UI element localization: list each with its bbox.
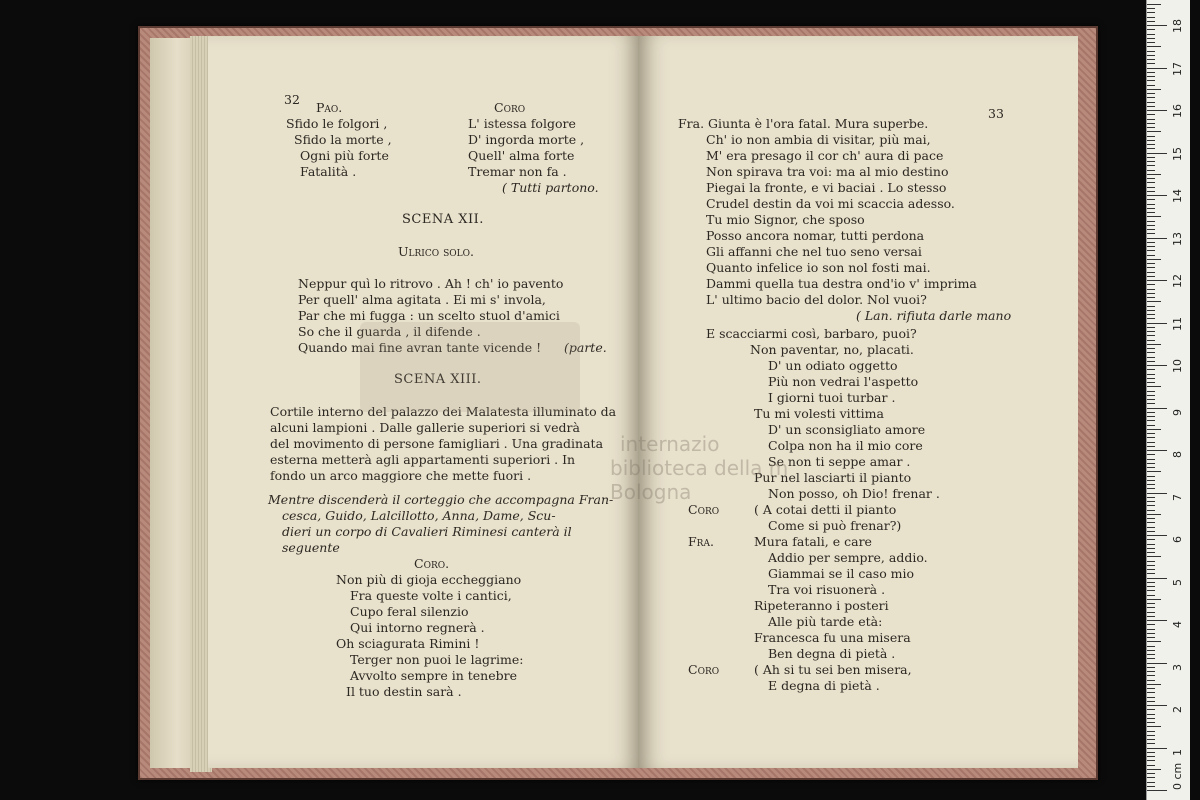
text-line: Gli affanni che nel tuo seno versai xyxy=(706,244,922,259)
text-line: Quando mai fine avran tante vicende ! xyxy=(298,340,542,355)
ruler-tick xyxy=(1147,760,1155,761)
ruler-tick xyxy=(1147,731,1155,732)
text-line: Colpa non ha il mio core xyxy=(768,438,923,453)
ruler-number: 7 xyxy=(1171,493,1184,501)
text-line: Mentre discenderà il corteggio che accompagna Fran- xyxy=(268,492,614,507)
ruler-tick xyxy=(1147,692,1155,693)
text-line: Come si può frenar?) xyxy=(768,518,902,533)
ruler-tick xyxy=(1147,420,1155,421)
ruler-tick xyxy=(1147,242,1155,243)
ruler-tick xyxy=(1147,654,1155,655)
ruler-tick xyxy=(1147,51,1155,52)
ruler-tick xyxy=(1147,403,1155,404)
text-line: Fatalità . xyxy=(300,164,357,179)
text-line: Non spirava tra voi: ma al mio destino xyxy=(706,164,949,179)
text-line: Pao. xyxy=(316,100,343,115)
text-line: Oh sciagurata Rimini ! xyxy=(336,636,480,651)
ruler-tick xyxy=(1147,658,1155,659)
ruler-tick xyxy=(1147,208,1155,209)
text-line: Ripeteranno i posteri xyxy=(754,598,889,613)
text-line: Terger non puoi le lagrime: xyxy=(350,652,524,667)
ruler-tick xyxy=(1147,629,1155,630)
ruler-tick xyxy=(1147,374,1155,375)
text-line: Giammai se il caso mio xyxy=(768,566,915,581)
text-line: Sfido la morte , xyxy=(294,132,392,147)
text-line: (parte. xyxy=(564,340,607,355)
ruler-number: 18 xyxy=(1171,19,1184,33)
ruler-tick xyxy=(1147,42,1155,43)
ruler-tick xyxy=(1147,446,1155,447)
ruler-tick xyxy=(1147,199,1155,200)
ruler-tick xyxy=(1147,395,1155,396)
ruler-tick xyxy=(1147,718,1155,719)
ruler-tick xyxy=(1147,565,1155,566)
ruler-tick xyxy=(1147,633,1155,634)
watermark-text-2: biblioteca della m xyxy=(610,456,789,480)
ruler-tick xyxy=(1147,263,1155,264)
ruler-tick xyxy=(1147,4,1161,5)
ruler-tick xyxy=(1147,416,1155,417)
ruler-tick xyxy=(1147,709,1155,710)
ruler-tick xyxy=(1147,641,1161,642)
ruler-tick xyxy=(1147,425,1155,426)
ruler-tick xyxy=(1147,569,1155,570)
ruler-tick xyxy=(1147,697,1155,698)
text-line: Crudel destin da voi mi scaccia adesso. xyxy=(706,196,955,211)
ruler-tick xyxy=(1147,127,1155,128)
ruler-tick xyxy=(1147,323,1167,324)
ruler-tick xyxy=(1147,131,1161,132)
text-line: Mura fatali, e care xyxy=(754,534,872,549)
ruler-tick xyxy=(1147,391,1155,392)
ruler-tick xyxy=(1147,476,1155,477)
ruler-tick xyxy=(1147,293,1155,294)
ruler-number: 5 xyxy=(1171,578,1184,586)
ruler-tick xyxy=(1147,595,1155,596)
ruler-tick xyxy=(1147,433,1155,434)
ruler-tick xyxy=(1147,280,1167,281)
ruler-tick xyxy=(1147,148,1155,149)
text-line: Coro xyxy=(688,662,720,677)
ruler-tick xyxy=(1147,344,1161,345)
ruler-tick xyxy=(1147,561,1155,562)
ruler-tick xyxy=(1147,582,1155,583)
ruler-tick xyxy=(1147,59,1155,60)
text-line: Posso ancora nomar, tutti perdona xyxy=(706,228,925,243)
ruler-tick xyxy=(1147,212,1155,213)
ruler-number: 13 xyxy=(1171,231,1184,246)
text-line: D' un sconsigliato amore xyxy=(768,422,926,437)
ruler-tick xyxy=(1147,624,1155,625)
ruler-number: 17 xyxy=(1171,61,1184,76)
ruler-tick xyxy=(1147,246,1155,247)
ruler-tick xyxy=(1147,701,1155,702)
ruler-tick xyxy=(1147,21,1155,22)
ruler-tick xyxy=(1147,93,1155,94)
ruler-tick xyxy=(1147,170,1155,171)
ruler-number: 15 xyxy=(1171,146,1184,161)
ruler-tick xyxy=(1147,85,1155,86)
ruler-tick xyxy=(1147,790,1167,791)
ruler-tick xyxy=(1147,612,1155,613)
text-line: Dammi quella tua destra ond'io v' imprima xyxy=(706,276,977,291)
ruler-tick xyxy=(1147,586,1155,587)
ruler-tick xyxy=(1147,484,1155,485)
text-line: Pur nel lasciarti il pianto xyxy=(754,470,912,485)
ruler-tick xyxy=(1147,361,1155,362)
text-line: Par che mi fugga : un scelto stuol d'amici xyxy=(298,308,560,323)
ruler-number: 3 xyxy=(1171,663,1184,671)
ruler-tick xyxy=(1147,722,1155,723)
ruler-tick xyxy=(1147,552,1155,553)
ruler-tick xyxy=(1147,782,1155,783)
measurement-ruler xyxy=(1146,0,1190,800)
ruler-tick xyxy=(1147,216,1161,217)
ruler-tick xyxy=(1147,399,1155,400)
ruler-number: 8 xyxy=(1171,451,1184,458)
text-line: Francesca fu una misera xyxy=(754,630,911,645)
ruler-tick xyxy=(1147,348,1155,349)
ruler-tick xyxy=(1147,539,1155,540)
text-line: fondo un arco maggiore che mette fuori . xyxy=(270,468,532,483)
ruler-tick xyxy=(1147,386,1161,387)
ruler-tick xyxy=(1147,136,1155,137)
ruler-tick xyxy=(1147,225,1155,226)
text-line: Neppur quì lo ritrovo . Ah ! ch' io pavento xyxy=(298,276,564,291)
ruler-tick xyxy=(1147,493,1167,494)
ruler-number: 12 xyxy=(1171,274,1184,288)
ruler-number: 10 xyxy=(1171,359,1184,373)
ruler-tick xyxy=(1147,8,1155,9)
ruler-tick xyxy=(1147,161,1155,162)
ruler-tick xyxy=(1147,607,1155,608)
ruler-tick xyxy=(1147,450,1167,451)
ruler-tick xyxy=(1147,488,1155,489)
ruler-tick xyxy=(1147,187,1155,188)
text-line: Qui intorno regnerà . xyxy=(350,620,485,635)
ruler-tick xyxy=(1147,646,1155,647)
ruler-tick xyxy=(1147,97,1155,98)
ruler-tick xyxy=(1147,501,1155,502)
text-line: Quell' alma forte xyxy=(468,148,575,163)
ruler-tick xyxy=(1147,535,1167,536)
ruler-tick xyxy=(1147,705,1167,706)
ruler-tick xyxy=(1147,412,1155,413)
text-line: M' era presago il cor ch' aura di pace xyxy=(706,148,944,163)
ruler-tick xyxy=(1147,238,1167,239)
ruler-tick xyxy=(1147,454,1155,455)
ruler-tick xyxy=(1147,276,1155,277)
ruler-tick xyxy=(1147,777,1155,778)
watermark-text-3: Bologna xyxy=(610,480,692,504)
ruler-tick xyxy=(1147,531,1155,532)
ruler-tick xyxy=(1147,182,1155,183)
text-line: cesca, Guido, Lalcillotto, Anna, Dame, Scu- xyxy=(282,508,556,523)
ruler-tick xyxy=(1147,743,1155,744)
ruler-tick xyxy=(1147,684,1161,685)
ruler-tick xyxy=(1147,769,1161,770)
ruler-tick xyxy=(1147,620,1167,621)
ruler-tick xyxy=(1147,548,1155,549)
text-line: ( Ah si tu sei ben misera, xyxy=(754,662,912,677)
ruler-tick xyxy=(1147,616,1155,617)
watermark-text-1: internazio xyxy=(620,432,720,456)
library-watermark-logo xyxy=(360,322,580,412)
ruler-tick xyxy=(1147,55,1155,56)
ruler-number: 2 xyxy=(1171,706,1184,713)
text-line: seguente xyxy=(282,540,340,555)
text-line: Sfido le folgori , xyxy=(286,116,388,131)
ruler-number: 14 xyxy=(1171,189,1184,203)
ruler-tick xyxy=(1147,267,1155,268)
ruler-tick xyxy=(1147,301,1161,302)
ruler-tick xyxy=(1147,306,1155,307)
ruler-tick xyxy=(1147,573,1155,574)
ruler-tick xyxy=(1147,204,1155,205)
ruler-tick xyxy=(1147,331,1155,332)
ruler-tick xyxy=(1147,590,1155,591)
ruler-tick xyxy=(1147,514,1161,515)
ruler-tick xyxy=(1147,497,1155,498)
text-line: Non posso, oh Dio! frenar . xyxy=(768,486,940,501)
ruler-tick xyxy=(1147,314,1155,315)
ruler-tick xyxy=(1147,29,1155,30)
ruler-tick xyxy=(1147,25,1167,26)
ruler-tick xyxy=(1147,76,1155,77)
ruler-tick xyxy=(1147,510,1155,511)
ruler-tick xyxy=(1147,255,1155,256)
ruler-tick xyxy=(1147,123,1155,124)
ruler-tick xyxy=(1147,357,1155,358)
text-line: Coro xyxy=(688,502,720,517)
ruler-tick xyxy=(1147,119,1155,120)
text-line: Non più di gioja eccheggiano xyxy=(336,572,522,587)
ruler-tick xyxy=(1147,735,1155,736)
text-line: Ben degna di pietà . xyxy=(768,646,896,661)
ruler-tick xyxy=(1147,327,1155,328)
ruler-tick xyxy=(1147,463,1155,464)
ruler-number: 16 xyxy=(1171,104,1184,118)
text-line: Fra queste volte i cantici, xyxy=(350,588,512,603)
text-line: Più non vedrai l'aspetto xyxy=(768,374,919,389)
ruler-number: 9 xyxy=(1171,408,1184,416)
ruler-tick xyxy=(1147,369,1155,370)
text-line: Per quell' alma agitata . Ei mi s' invola, xyxy=(298,292,546,307)
text-line: Tu mio Signor, che sposo xyxy=(706,212,865,227)
ruler-tick xyxy=(1147,34,1155,35)
ruler-tick xyxy=(1147,522,1155,523)
ruler-tick xyxy=(1147,335,1155,336)
ruler-tick xyxy=(1147,153,1167,154)
page-number-right: 33 xyxy=(988,106,1004,121)
text-line: ( Lan. rifiuta darle mano xyxy=(856,308,1012,323)
ruler-tick xyxy=(1147,352,1155,353)
ruler-tick xyxy=(1147,157,1155,158)
text-line: E degna di pietà . xyxy=(768,678,880,693)
ruler-tick xyxy=(1147,675,1155,676)
text-line: Coro xyxy=(494,100,526,115)
text-line: Alle più tarde età: xyxy=(768,614,883,629)
ruler-tick xyxy=(1147,178,1155,179)
ruler-tick xyxy=(1147,748,1167,749)
text-line: Il tuo destin sarà . xyxy=(346,684,462,699)
ruler-tick xyxy=(1147,229,1155,230)
ruler-number: 11 xyxy=(1171,316,1184,331)
ruler-tick xyxy=(1147,603,1155,604)
text-line: Non paventar, no, placati. xyxy=(750,342,914,357)
ruler-tick xyxy=(1147,165,1155,166)
ruler-tick xyxy=(1147,259,1161,260)
ruler-tick xyxy=(1147,429,1161,430)
ruler-tick xyxy=(1147,382,1155,383)
text-line: Ulrico solo. xyxy=(398,244,474,259)
ruler-tick xyxy=(1147,174,1161,175)
text-line: Cortile interno del palazzo dei Malatesta illuminato da xyxy=(270,404,617,419)
ruler-tick xyxy=(1147,680,1155,681)
ruler-tick xyxy=(1147,578,1167,579)
ruler-tick xyxy=(1147,556,1161,557)
text-line: Ch' io non ambia di visitar, più mai, xyxy=(706,132,931,147)
ruler-tick xyxy=(1147,284,1155,285)
text-line: Tu mi volesti vittima xyxy=(754,406,884,421)
ruler-tick xyxy=(1147,671,1155,672)
text-line: dieri un corpo di Cavalieri Riminesi canterà il xyxy=(282,524,572,539)
ruler-tick xyxy=(1147,38,1155,39)
text-line: alcuni lampioni . Dalle gallerie superiori si vedrà xyxy=(270,420,580,435)
ruler-tick xyxy=(1147,289,1155,290)
text-line: Fra. xyxy=(688,534,714,549)
text-line: E scacciarmi così, barbaro, puoi? xyxy=(706,326,917,341)
ruler-tick xyxy=(1147,650,1155,651)
endpaper xyxy=(150,38,195,768)
text-line: Quanto infelice io son nol fosti mai. xyxy=(706,260,931,275)
ruler-tick xyxy=(1147,544,1155,545)
text-line: Se non ti seppe amar . xyxy=(768,454,911,469)
ruler-tick xyxy=(1147,378,1155,379)
ruler-tick xyxy=(1147,17,1155,18)
text-line: Ogni più forte xyxy=(300,148,389,163)
ruler-tick xyxy=(1147,365,1167,366)
ruler-tick xyxy=(1147,726,1161,727)
ruler-tick xyxy=(1147,505,1155,506)
ruler-tick xyxy=(1147,752,1155,753)
ruler-tick xyxy=(1147,756,1155,757)
ruler-tick xyxy=(1147,272,1155,273)
text-line: I giorni tuoi turbar . xyxy=(768,390,896,405)
ruler-tick xyxy=(1147,471,1161,472)
ruler-tick xyxy=(1147,250,1155,251)
ruler-tick xyxy=(1147,140,1155,141)
page-number-left: 32 xyxy=(284,92,300,107)
ruler-tick xyxy=(1147,297,1155,298)
ruler-tick xyxy=(1147,89,1161,90)
ruler-tick xyxy=(1147,68,1167,69)
ruler-tick xyxy=(1147,459,1155,460)
text-line: SCENA XII. xyxy=(402,212,484,227)
text-line: Coro. xyxy=(414,556,450,571)
ruler-tick xyxy=(1147,663,1167,664)
text-line: Avvolto sempre in tenebre xyxy=(350,668,517,683)
ruler-tick xyxy=(1147,714,1155,715)
text-line: L' istessa folgore xyxy=(468,116,576,131)
ruler-tick xyxy=(1147,599,1161,600)
ruler-tick xyxy=(1147,106,1155,107)
text-line: ( A cotai detti il pianto xyxy=(754,502,897,517)
ruler-tick xyxy=(1147,340,1155,341)
text-line: D' ingorda morte , xyxy=(468,132,585,147)
ruler-tick xyxy=(1147,786,1155,787)
ruler-tick xyxy=(1147,318,1155,319)
ruler-tick xyxy=(1147,437,1155,438)
ruler-unit-label: 0 cm xyxy=(1171,762,1184,790)
ruler-tick xyxy=(1147,739,1155,740)
ruler-tick xyxy=(1147,110,1167,111)
ruler-number: 4 xyxy=(1171,621,1184,628)
text-line: Fra. Giunta è l'ora fatal. Mura superbe. xyxy=(678,116,929,131)
text-line: So che il guarda , il difende . xyxy=(298,324,481,339)
text-line: Tremar non fa . xyxy=(468,164,567,179)
right-page xyxy=(638,36,1078,768)
ruler-tick xyxy=(1147,773,1155,774)
text-line: esterna metterà agli appartamenti superiori . In xyxy=(270,452,576,467)
ruler-tick xyxy=(1147,80,1155,81)
ruler-tick xyxy=(1147,480,1155,481)
ruler-tick xyxy=(1147,637,1155,638)
text-line: D' un odiato oggetto xyxy=(768,358,898,373)
text-line: Piegai la fronte, e vi baciai . Lo stesso xyxy=(706,180,947,195)
ruler-tick xyxy=(1147,114,1155,115)
text-line: Cupo feral silenzio xyxy=(350,604,469,619)
text-line: ( Tutti partono. xyxy=(502,180,599,195)
ruler-tick xyxy=(1147,442,1155,443)
text-line: Addio per sempre, addio. xyxy=(768,550,928,565)
ruler-tick xyxy=(1147,765,1155,766)
text-line: del movimento di persone famigliari . Una gradinata xyxy=(270,436,604,451)
ruler-tick xyxy=(1147,667,1155,668)
ruler-tick xyxy=(1147,191,1155,192)
ruler-tick xyxy=(1147,102,1155,103)
text-line: SCENA XIII. xyxy=(394,372,482,387)
ruler-tick xyxy=(1147,233,1155,234)
ruler-tick xyxy=(1147,12,1155,13)
ruler-tick xyxy=(1147,518,1155,519)
ruler-tick xyxy=(1147,63,1155,64)
text-line: Tra voi risuonerà . xyxy=(768,582,886,597)
ruler-tick xyxy=(1147,688,1155,689)
ruler-tick xyxy=(1147,527,1155,528)
ruler-number: 6 xyxy=(1171,536,1184,543)
ruler-tick xyxy=(1147,408,1167,409)
ruler-tick xyxy=(1147,467,1155,468)
text-line: L' ultimo bacio del dolor. Nol vuoi? xyxy=(706,292,927,307)
ruler-tick xyxy=(1147,310,1155,311)
ruler-tick xyxy=(1147,72,1155,73)
ruler-tick xyxy=(1147,144,1155,145)
ruler-number: 1 xyxy=(1171,748,1184,756)
ruler-tick xyxy=(1147,46,1161,47)
ruler-tick xyxy=(1147,195,1167,196)
ruler-tick xyxy=(1147,221,1155,222)
